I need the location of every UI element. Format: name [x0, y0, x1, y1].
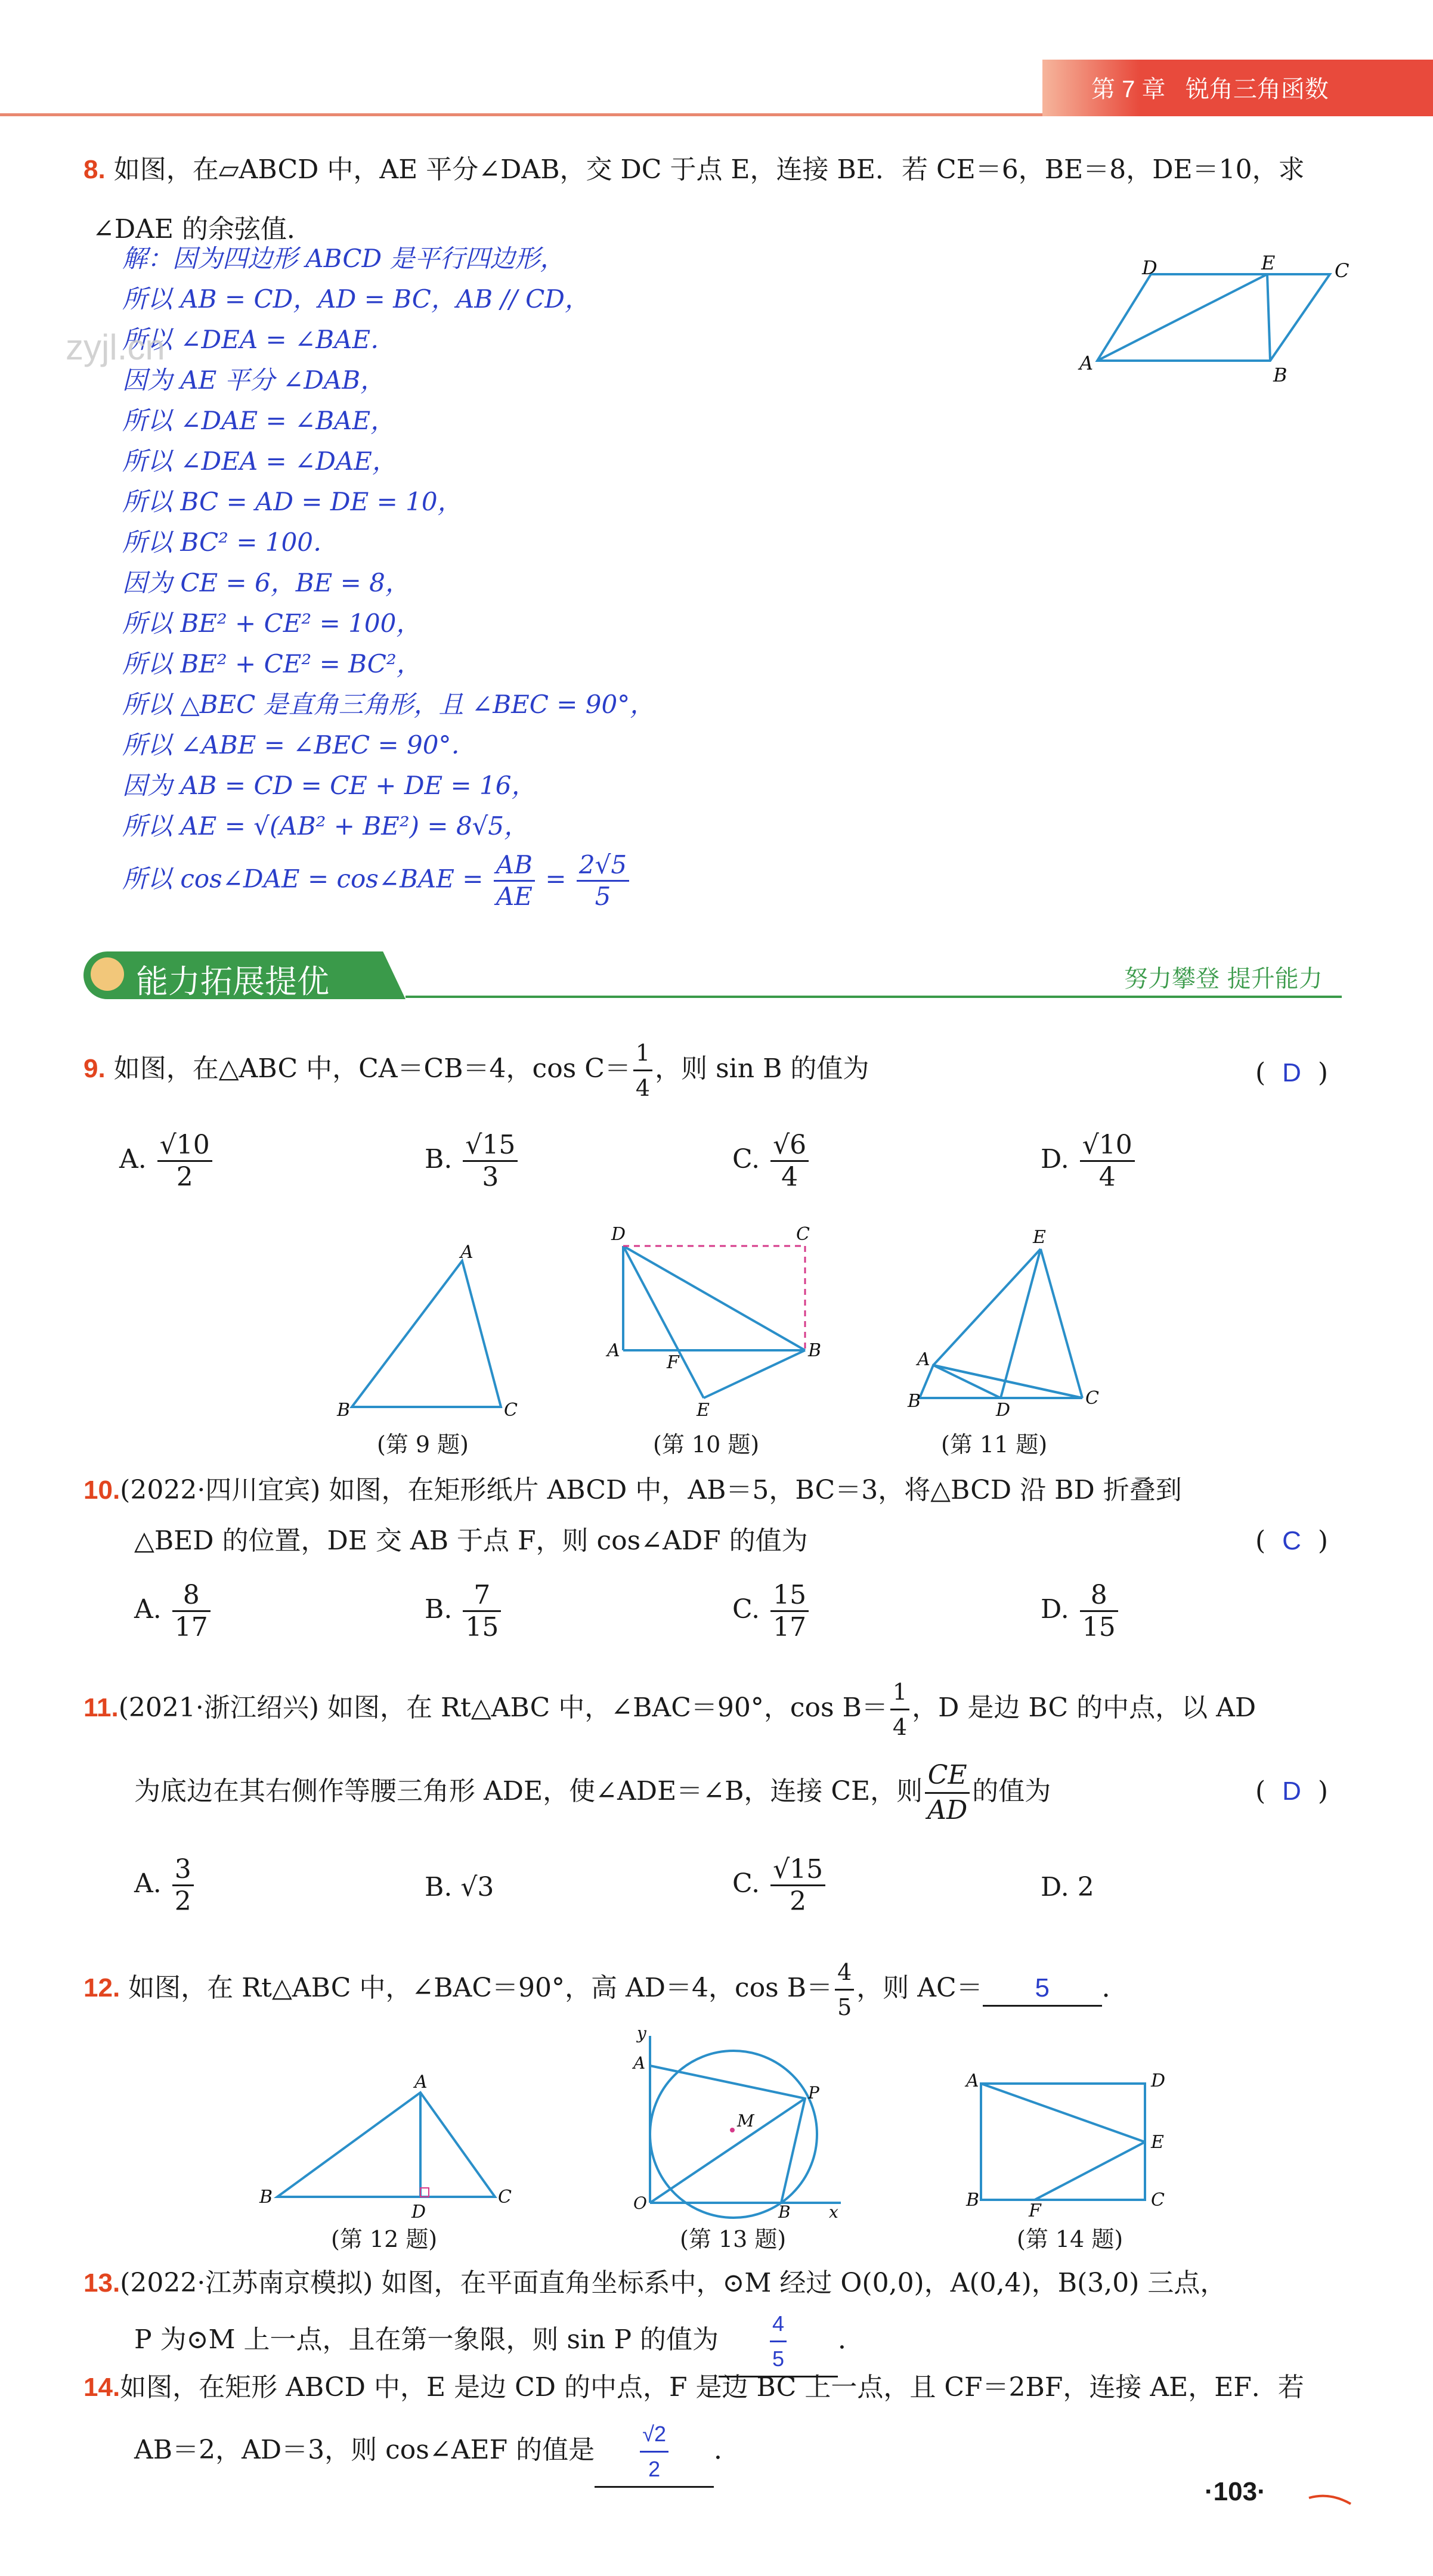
- q10-answer: ( C ): [1255, 1526, 1329, 1556]
- q11-figure: [906, 1222, 1109, 1419]
- section-title: 能力拓展提优: [136, 964, 329, 1000]
- q11-option-c: C. $\frac{√15}{2}$: [732, 1854, 828, 1917]
- caption-q12: (第 12 题): [331, 2226, 438, 2252]
- svg-text:E: E: [1151, 2132, 1164, 2153]
- svg-text:B: B: [259, 2187, 273, 2208]
- q8-solution: [122, 238, 655, 912]
- svg-text:A: A: [633, 2053, 646, 2073]
- solution-final-line: 所以 cos∠DAE = cos∠BAE = $\frac{AB}{AE}$ = $\frac{2√5}{5}$: [122, 850, 655, 912]
- svg-text:C: C: [1151, 2190, 1165, 2211]
- solution-line: 因为 CE = 6，BE = 8，: [122, 568, 410, 597]
- svg-text:B: B: [908, 1391, 921, 1412]
- q11-option-b: B. √3: [425, 1872, 494, 1902]
- q11-answer: ( D ): [1255, 1776, 1329, 1806]
- solution-line: 所以 ∠ABE = ∠BEC = 90°．: [122, 730, 476, 760]
- solution-line: 所以 AE = √(AB² + BE²) = 8√5，: [122, 811, 530, 841]
- svg-text:O: O: [633, 2193, 647, 2213]
- solution-line: 解：因为四边形 ABCD 是平行四边形，: [122, 244, 565, 273]
- svg-text:A: A: [917, 1349, 930, 1370]
- svg-text:D: D: [996, 1400, 1011, 1421]
- svg-text:F: F: [1029, 2200, 1041, 2221]
- q8-figure: [1079, 252, 1360, 388]
- q14-stem-line1: 14.如图，在矩形 ABCD 中，E 是边 CD 的中点，F 是边 BC 上一点，且 CF＝2BF，连接 AE，EF．若: [83, 2372, 1304, 2403]
- section-banner: [83, 951, 1342, 999]
- solution-line: 所以 AB = CD，AD = BC，AB // CD，: [122, 284, 590, 314]
- q9-answer: ( D ): [1255, 1058, 1329, 1088]
- page-swoosh-icon: [1306, 2480, 1354, 2510]
- svg-text:E: E: [1033, 1227, 1046, 1248]
- solution-line: 所以 BC = AD = DE = 10，: [122, 487, 463, 516]
- q13-figure: [626, 2024, 853, 2221]
- q14-figure: [954, 2063, 1187, 2221]
- q11-option-a: A. $\frac{3}{2}$: [134, 1854, 196, 1917]
- q11-stem-line1: 11.(2021·浙江绍兴) 如图，在 Rt△ABC 中，∠BAC＝90°，cos B＝ $\frac{1}{4}$ ，D 是边 BC 的中点，以 AD: [83, 1675, 1256, 1744]
- svg-text:C: C: [1335, 259, 1350, 282]
- svg-text:C: C: [1085, 1388, 1099, 1409]
- q10-figure: [602, 1216, 835, 1419]
- svg-text:C: C: [504, 1400, 518, 1421]
- page-number: ·103·: [1205, 2477, 1266, 2506]
- page-header: [0, 0, 1433, 119]
- section-slogan: 努力攀登 提升能力: [1124, 965, 1323, 993]
- svg-text:C: C: [498, 2187, 512, 2208]
- q10-option-d: D. $\frac{8}{15}$: [1041, 1580, 1121, 1642]
- solution-line: 因为 AE 平分 ∠DAB，: [122, 365, 386, 395]
- q14-answer: $\frac{√2}{2}$: [640, 2417, 668, 2486]
- svg-text:B: B: [966, 2190, 980, 2211]
- solution-line: 所以 ∠DEA = ∠BAE．: [122, 325, 396, 354]
- caption-q14: (第 14 题): [1017, 2226, 1124, 2252]
- q9-stem: 9. 如图，在△ABC 中，CA＝CB＝4，cos C＝ $\frac{1}{4}$ ，则 sin B 的值为: [83, 1036, 869, 1105]
- q10-option-c: C. $\frac{15}{17}$: [732, 1580, 811, 1642]
- svg-text:B: B: [1273, 364, 1287, 386]
- svg-text:C: C: [796, 1224, 810, 1245]
- q10-stem-line2: △BED 的位置，DE 交 AB 于点 F，则 cos∠ADF 的值为: [134, 1526, 808, 1556]
- svg-text:y: y: [637, 2023, 646, 2043]
- section-rule: [406, 996, 1342, 998]
- svg-text:P: P: [808, 2083, 819, 2103]
- header-rule: [0, 113, 1050, 116]
- svg-text:E: E: [697, 1400, 710, 1421]
- solution-line: 所以 BE² + CE² = BC²，: [122, 649, 422, 678]
- svg-text:B: B: [808, 1340, 822, 1361]
- svg-text:A: A: [607, 1340, 620, 1361]
- svg-text:M: M: [737, 2111, 754, 2131]
- q9-option-c: C. $\frac{√6}{4}$: [732, 1130, 811, 1192]
- solution-line: 因为 AB = CD = CE + DE = 16，: [122, 771, 537, 800]
- caption-q9: (第 9 题): [377, 1431, 469, 1458]
- q9-figure: [328, 1240, 531, 1425]
- svg-text:B: B: [778, 2202, 791, 2222]
- q12-figure: [250, 2069, 525, 2222]
- chapter-label: 第 7 章 锐角三角函数: [1091, 76, 1329, 103]
- q13-stem-line2: P 为⊙M 上一点，且在第一象限，则 sin P 的值为 $\frac{4}{5}$ ．: [134, 2307, 864, 2377]
- q13-stem-line1: 13.(2022·江苏南京模拟) 如图，在平面直角坐标系中，⊙M 经过 O(0,0)，A(0,4)，B(3,0) 三点，: [83, 2268, 1227, 2298]
- q12-stem: 12. 如图，在 Rt△ABC 中，∠BAC＝90°，高 AD＝4，cos B＝ $\frac{4}{5}$ ，则 AC＝ 5 ．: [83, 1955, 1128, 2024]
- caption-q13: (第 13 题): [680, 2226, 787, 2252]
- svg-text:B: B: [337, 1400, 351, 1421]
- q9-option-d: D. $\frac{√10}{4}$: [1041, 1130, 1137, 1192]
- svg-text:A: A: [1079, 352, 1094, 374]
- solution-line: 所以 BE² + CE² = 100，: [122, 609, 422, 638]
- q8-stem-line1: 8. 如图，在▱ABCD 中，AE 平分∠DAB，交 DC 于点 E，连接 BE．若 CE＝6，BE＝8，DE＝10，求: [83, 154, 1305, 185]
- q11-stem-line2: 为底边在其右侧作等腰三角形 ADE，使∠ADE＝∠B，连接 CE，则 $\frac{CE}{AD}$ 的值为: [134, 1760, 1051, 1825]
- q10-stem-line1: 10.(2022·四川宜宾) 如图，在矩形纸片 ABCD 中，AB＝5，BC＝3，将△BCD 沿 BD 折叠到: [83, 1475, 1182, 1505]
- q10-option-b: B. $\frac{7}{15}$: [425, 1580, 503, 1642]
- svg-text:A: A: [460, 1242, 473, 1263]
- svg-text:x: x: [829, 2202, 838, 2222]
- caption-q11: (第 11 题): [941, 1431, 1048, 1458]
- solution-line: 所以 BC² = 100．: [122, 528, 339, 557]
- svg-text:A: A: [414, 2072, 428, 2093]
- q14-stem-line2: AB＝2，AD＝3，则 cos∠AEF 的值是 $\frac{√2}{2}$ ．: [134, 2417, 740, 2488]
- svg-text:E: E: [1261, 252, 1276, 274]
- watermark: zyjl.cn: [66, 327, 165, 367]
- q9-option-a: A. $\frac{√10}{2}$: [119, 1130, 215, 1192]
- solution-line: 所以 △BEC 是直角三角形，且 ∠BEC = 90°，: [122, 690, 655, 719]
- svg-text:D: D: [1142, 256, 1157, 279]
- solution-line: 所以 ∠DAE = ∠BAE，: [122, 406, 396, 435]
- caption-q10: (第 10 题): [653, 1431, 760, 1458]
- q9-option-b: B. $\frac{√15}{3}$: [425, 1130, 520, 1192]
- book-icon: [91, 957, 124, 991]
- svg-text:D: D: [1151, 2070, 1166, 2091]
- q10-option-a: A. $\frac{8}{17}$: [134, 1580, 213, 1642]
- q12-answer: 5: [1035, 1973, 1050, 2002]
- svg-text:D: D: [411, 2202, 426, 2222]
- svg-text:A: A: [966, 2070, 979, 2091]
- q13-answer: $\frac{4}{5}$: [770, 2307, 787, 2376]
- solution-line: 所以 ∠DEA = ∠DAE，: [122, 447, 397, 476]
- svg-text:F: F: [667, 1352, 679, 1373]
- q11-option-d: D. 2: [1041, 1872, 1094, 1902]
- q8-stem-line2: ∠DAE 的余弦值．: [92, 214, 314, 244]
- svg-text:D: D: [611, 1224, 626, 1245]
